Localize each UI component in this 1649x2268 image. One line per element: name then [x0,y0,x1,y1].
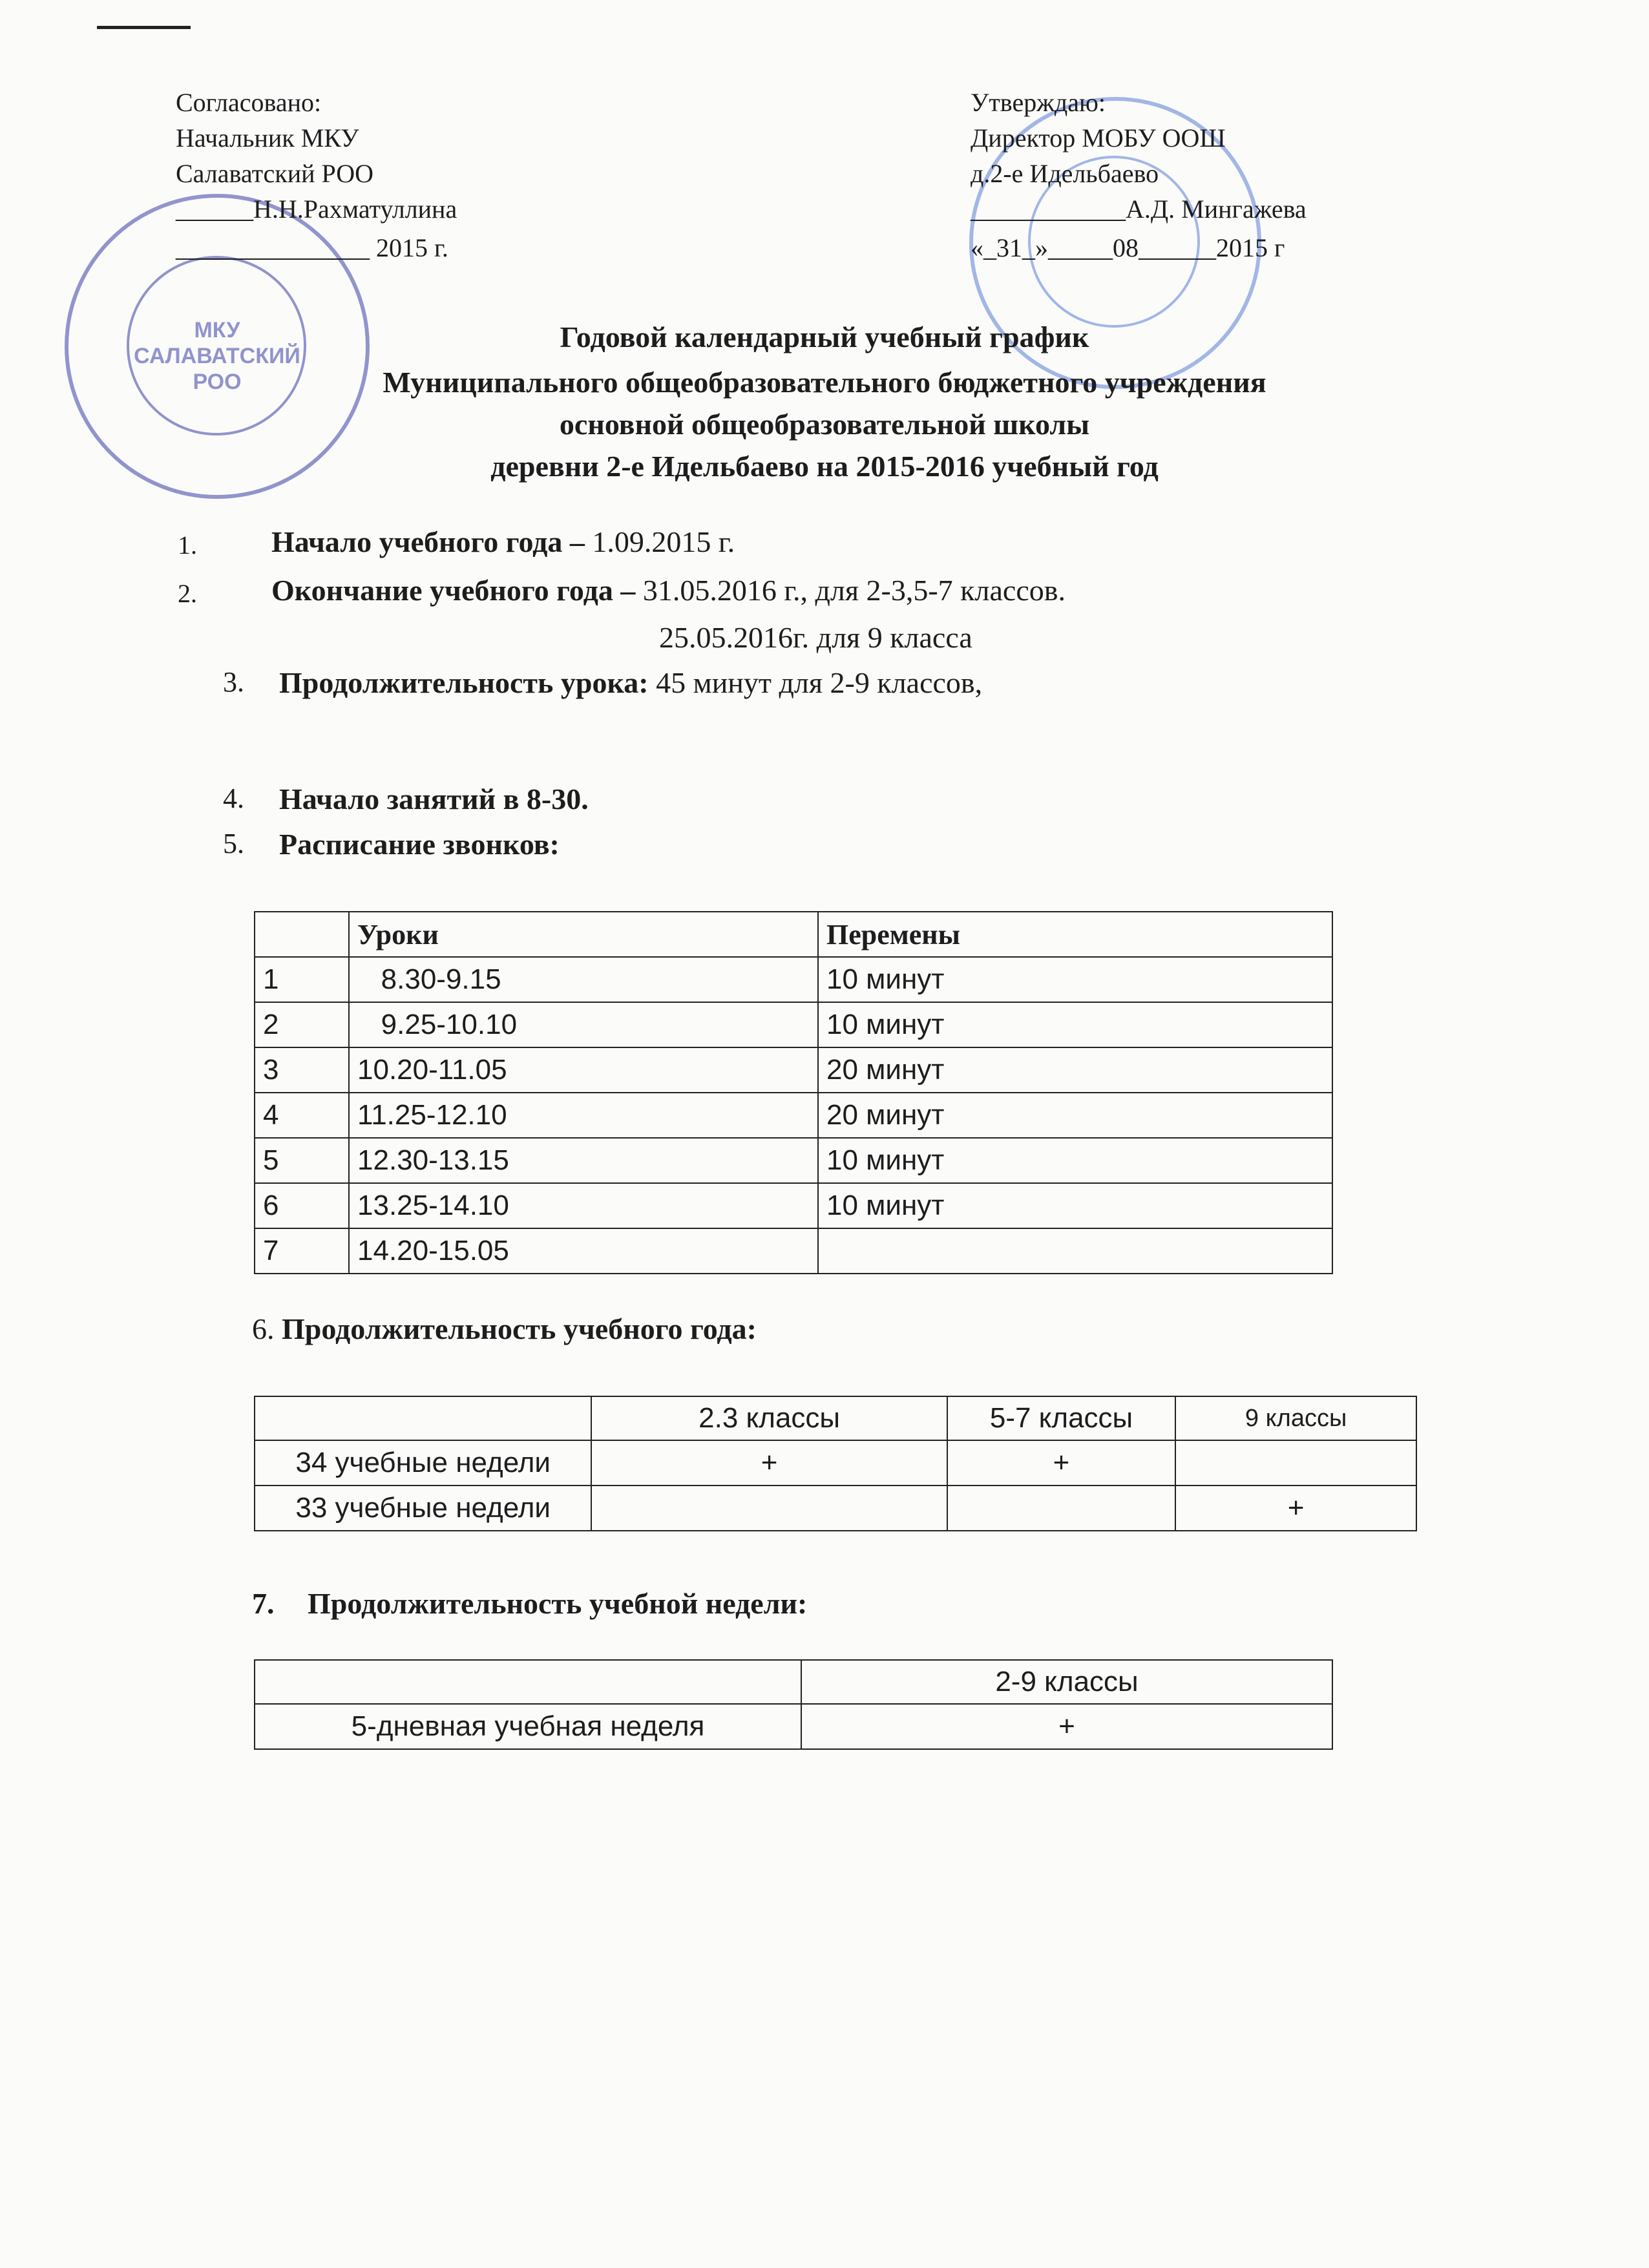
header-blank [255,1660,801,1704]
lesson-number: 2 [255,1002,349,1047]
item-7 [252,1586,807,1621]
item-2-label: Окончание учебного года – [271,574,636,607]
break-duration: 20 минут [818,1047,1332,1093]
table-row [255,957,1332,1002]
lesson-number: 3 [255,1047,349,1093]
cell-mark [591,1486,947,1531]
table-row [255,1047,1332,1093]
approval-left-line-1: Согласовано: [176,88,322,117]
item-1-value: 1.09.2015 г. [584,525,735,558]
lesson-time: 8.30-9.15 [349,957,818,1002]
row-label: 5-дневная учебная неделя [255,1704,801,1749]
table-row [255,1093,1332,1138]
table-header-row [255,912,1332,957]
break-duration: 20 минут [818,1093,1332,1138]
cell-mark [947,1486,1175,1531]
break-duration: 10 минут [818,957,1332,1002]
approval-right-line-4: ____________А.Д. Мингажева [971,194,1307,224]
cell-mark: + [801,1704,1332,1749]
lesson-time: 9.25-10.10 [349,1002,818,1047]
table-row [255,1183,1332,1228]
item-3-number: 3. [223,666,244,698]
item-2-extra: 25.05.2016г. для 9 класса [659,621,972,654]
item-6-label: Продолжительность учебного года: [282,1312,757,1345]
scan-mark [97,26,191,29]
item-6-number: 6. [252,1312,275,1345]
item-2 [271,573,1066,607]
approval-left-line-3: Салаватский РОО [176,159,374,188]
item-3-label: Продолжительность урока: [279,666,649,699]
title-line-1: Годовой календарный учебный график [560,320,1089,353]
table-row [255,1002,1332,1047]
item-1-label: Начало учебного года – [271,525,585,558]
approval-right-line-3: д.2-е Идельбаево [971,159,1159,188]
lesson-time: 11.25-12.10 [349,1093,818,1138]
school-week-table [254,1659,1333,1750]
header-grades-2-3: 2.3 классы [591,1396,947,1440]
header-grade-9: 9 классы [1175,1396,1416,1440]
break-duration: 10 минут [818,1183,1332,1228]
header-blank [255,1396,591,1440]
approval-left-line-4: ______Н.Н.Рахматуллина [176,194,457,224]
table-row [255,1440,1416,1486]
item-4-label: Начало занятий в 8-30. [279,782,589,815]
lesson-number: 1 [255,957,349,1002]
title-line-4: деревни 2-е Идельбаево на 2015-2016 учебный год [490,450,1159,483]
item-3-value: 45 минут для 2-9 классов, [648,666,983,699]
cell-mark: + [1175,1486,1416,1531]
table-row [255,1228,1332,1274]
item-5-number: 5. [223,828,244,859]
table-header-row [255,1396,1416,1440]
lesson-number: 5 [255,1138,349,1183]
row-label: 34 учебные недели [255,1440,591,1486]
break-duration: 10 минут [818,1138,1332,1183]
title-line-2: Муниципального общеобразовательного бюджетного учреждения [383,366,1266,399]
header-breaks: Перемены [818,912,1332,957]
item-1 [271,525,735,559]
approval-right-line-5: «_31_»_____08______2015 г [971,233,1285,262]
school-year-table [254,1396,1417,1531]
title-line-3: основной общеобразовательной школы [559,408,1090,441]
item-4-number: 4. [223,782,244,814]
table-header-row [255,1660,1332,1704]
item-7-label: Продолжительность учебной недели: [308,1587,808,1620]
header-grades-2-9: 2-9 классы [801,1660,1332,1704]
lesson-time: 10.20-11.05 [349,1047,818,1093]
bell-schedule-table [254,911,1333,1274]
cell-mark: + [947,1440,1175,1486]
cell-mark [1175,1440,1416,1486]
item-2-value: 31.05.2016 г., для 2-3,5-7 классов. [635,574,1066,607]
break-duration [818,1228,1332,1274]
item-2-number: 2. [178,579,197,608]
item-7-number: 7. [252,1587,275,1620]
approval-right-line-2: Директор МОБУ ООШ [971,123,1226,152]
approval-left-line-5: _______________ 2015 г. [176,233,448,262]
lesson-time: 14.20-15.05 [349,1228,818,1274]
cell-mark: + [591,1440,947,1486]
table-row [255,1138,1332,1183]
table-row [255,1704,1332,1749]
lesson-time: 13.25-14.10 [349,1183,818,1228]
seal-stamp-left: МКУ САЛАВАТСКИЙ РОО [65,194,370,499]
row-label: 33 учебные недели [255,1486,591,1531]
break-duration: 10 минут [818,1002,1332,1047]
header-grades-5-7: 5-7 классы [947,1396,1175,1440]
approval-left-line-2: Начальник МКУ [176,123,359,152]
item-1-number: 1. [178,530,197,560]
approval-right-line-1: Утверждаю: [971,88,1106,117]
item-6 [252,1312,757,1346]
lesson-time: 12.30-13.15 [349,1138,818,1183]
header-lessons: Уроки [349,912,818,957]
item-5-label: Расписание звонков: [279,828,560,861]
header-blank [255,912,349,957]
lesson-number: 6 [255,1183,349,1228]
lesson-number: 7 [255,1228,349,1274]
item-3 [279,666,982,700]
table-row [255,1486,1416,1531]
lesson-number: 4 [255,1093,349,1138]
